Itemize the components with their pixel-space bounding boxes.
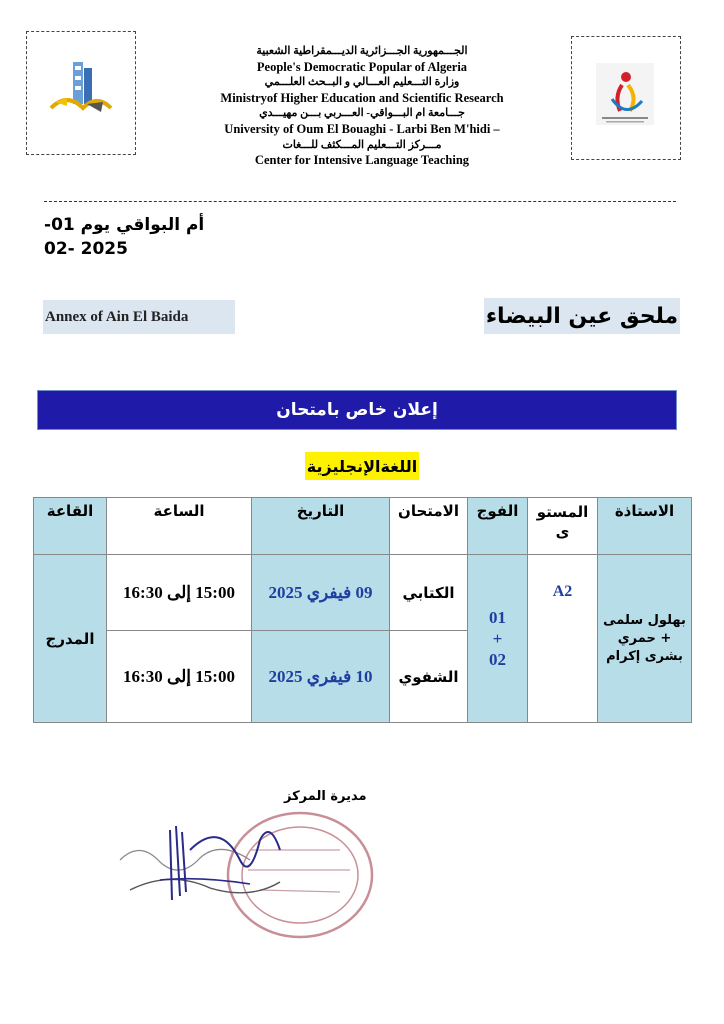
- level-cell: A2: [528, 555, 598, 723]
- header-line: جـــامعة ام البـــواقي- العـــربي بـــن مهيـــدي: [259, 107, 465, 120]
- header-hall: القاعة: [34, 498, 107, 555]
- separator-line: [44, 201, 676, 202]
- official-stamp-signature: [110, 800, 390, 940]
- center-logo-icon: [572, 37, 678, 157]
- document-date: [44, 213, 204, 261]
- group-2: 02: [489, 650, 506, 669]
- announcement-banner: إعلان خاص بامتحان: [37, 390, 677, 430]
- exam-time-cell: 15:00 إلى 16:30: [107, 555, 252, 631]
- header-line: الجـــمهورية الجـــزائرية الديـــمقراطية الشعبية: [256, 45, 468, 57]
- teacher-name-1: بهلول سلمى: [603, 612, 686, 628]
- header-time: الساعة: [107, 498, 252, 555]
- teacher-name-2: بشرى إكرام: [606, 648, 683, 664]
- exam-time-cell: 15:00 إلى 16:30: [107, 631, 252, 723]
- group-plus: +: [492, 629, 503, 648]
- exam-type-cell: الشفوي: [390, 631, 468, 723]
- exam-type-cell: الكتابي: [390, 555, 468, 631]
- exam-date-cell: 10 فيفري 2025: [252, 631, 390, 723]
- header-date: التاريخ: [252, 498, 390, 555]
- header-line: People's Democratic Popular of Algeria: [256, 59, 468, 74]
- table-header-row: [34, 498, 692, 555]
- header-line: University of Oum El Bouaghi - Larbi Ben M'hidi –: [224, 121, 500, 136]
- header-group: الفوج: [468, 498, 528, 555]
- exam-schedule-table: [33, 497, 692, 723]
- language-label: اللغةالإنجليزية: [305, 452, 419, 480]
- teacher-plus: + حمري: [617, 630, 672, 646]
- header-line: Ministryof Higher Education and Scientific Research: [220, 90, 504, 105]
- center-logo-box: [571, 36, 681, 160]
- group-cell: [468, 555, 528, 723]
- university-logo-box: [26, 31, 136, 155]
- header-exam: الامتحان: [390, 498, 468, 555]
- header-line: مـــركز التـــعليم المـــكثف للـــغات: [282, 138, 442, 151]
- director-title: مديرة المركز: [284, 789, 367, 804]
- date-line-1: أم البواقي يوم 01-: [44, 215, 205, 235]
- group-1: 01: [489, 608, 506, 627]
- university-logo-icon: [27, 32, 133, 152]
- annex-label-ar: ملحق عين البيضاء: [484, 298, 680, 334]
- date-line-2: 02- 2025: [44, 239, 128, 259]
- header-level: المستو ى: [528, 498, 598, 555]
- institution-header: [150, 44, 574, 169]
- hall-cell: المدرج: [34, 555, 107, 723]
- header-line: Center for Intensive Language Teaching: [254, 153, 470, 168]
- annex-label-en: Annex of Ain El Baida: [43, 300, 235, 334]
- teacher-cell: [598, 555, 692, 723]
- header-line: وزارة التـــعليم العـــالي و البــحث العلـــمي: [264, 76, 460, 89]
- table-row: [34, 555, 692, 631]
- exam-date-cell: 09 فيفري 2025: [252, 555, 390, 631]
- header-teacher: الاستاذة: [598, 498, 692, 555]
